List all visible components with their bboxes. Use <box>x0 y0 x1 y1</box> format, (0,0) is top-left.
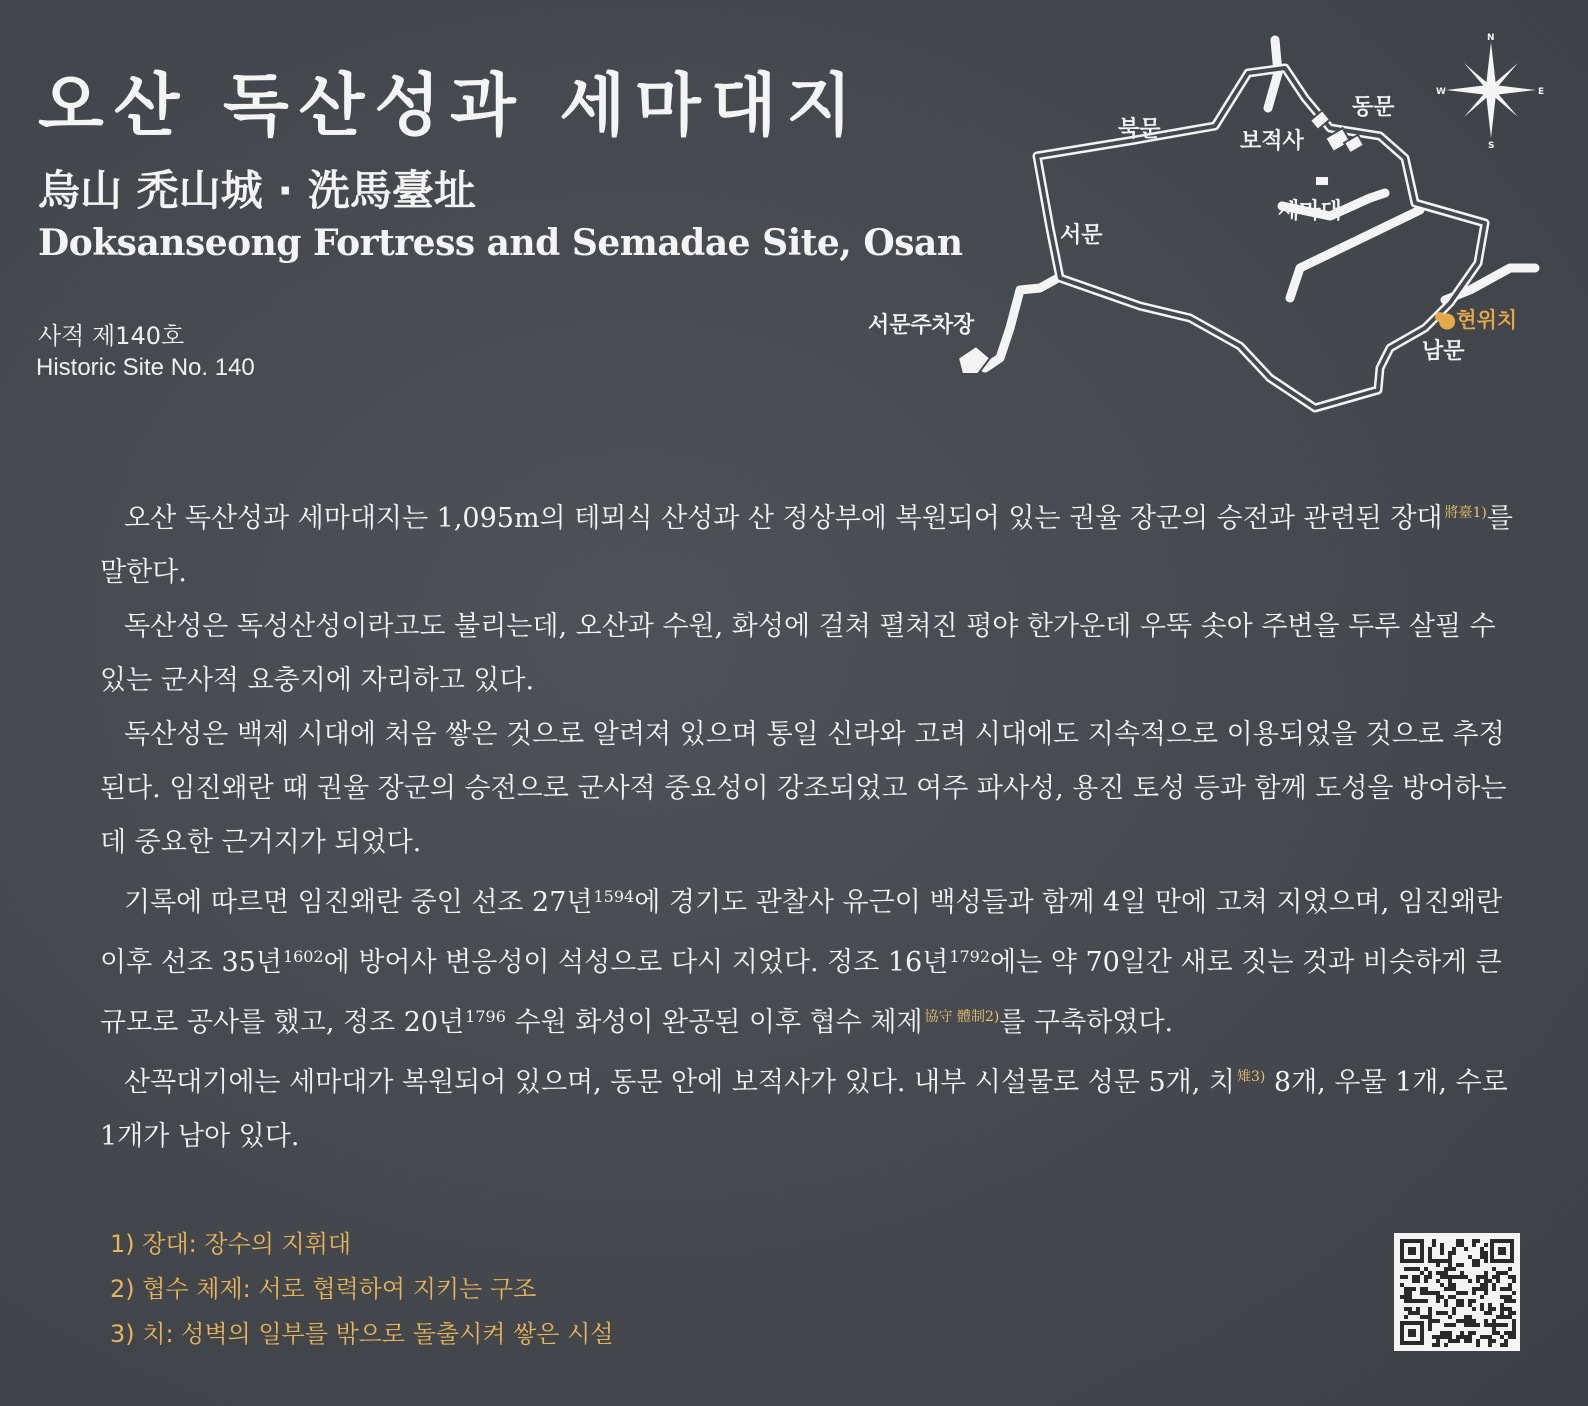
map-label-current-location: ●현위치 <box>1438 308 1518 332</box>
page-title-english: Doksanseong Fortress and Semadae Site, Osan <box>38 222 963 264</box>
paragraph-3: 독산성은 백제 시대에 처음 쌓은 것으로 알려져 있으며 통일 신라와 고려 시대에도 지속적으로 이용되었을 것으로 추정된다. 임진왜란 때 권율 장군의 승전으로 군사적 중요성이 강조되었고 여주 파사성, 용진 토성 등과 함께 도성을 방어하는데 중요한 근거지가 되었다. <box>100 719 1507 858</box>
page-title-hanja: 烏山 禿山城 · 洗馬臺址 <box>38 166 476 215</box>
footnote-ref-2: 協守 體制2) <box>924 1009 1000 1025</box>
year-1594: 1594 <box>593 887 635 906</box>
footnotes <box>110 1222 613 1357</box>
year-1602: 1602 <box>282 947 324 966</box>
designation-english: Historic Site No. 140 <box>36 354 255 381</box>
map-label-west-parking: 서문주차장 <box>868 313 975 338</box>
map-label-west-gate: 서문 <box>1060 223 1103 248</box>
paragraph-5: 산꼭대기에는 세마대가 복원되어 있으며, 동문 안에 보적사가 있다. 내부 시설물로 성문 5개, 치 $^{雉3)}$ 8개, 우물 1개, 수로 1개가 남아 있다. <box>100 1067 1508 1152</box>
footnote-1: 1) 장대: 장수의 지휘대 <box>110 1230 352 1258</box>
year-1792: 1792 <box>949 947 991 966</box>
compass-w: W <box>1436 87 1446 97</box>
designation-korean: 사적 제140호 <box>38 322 185 350</box>
footnote-2: 2) 협수 체제: 서로 협력하여 지키는 구조 <box>110 1275 537 1303</box>
page-title: 오산 독산성과 세마대지 <box>38 67 863 146</box>
map-label-north-gate: 북문 <box>1118 117 1161 142</box>
description-body <box>100 486 1520 1164</box>
map-label-south-gate: 남문 <box>1422 339 1465 364</box>
compass-s: S <box>1488 141 1495 150</box>
map-label-temple: 보적사 <box>1240 129 1304 154</box>
compass-n: N <box>1487 33 1495 43</box>
map-label-semadae: 세마대 <box>1278 199 1342 224</box>
qr-code-icon[interactable] <box>1394 1233 1520 1351</box>
compass-e: E <box>1538 87 1545 97</box>
paragraph-1: 오산 독산성과 세마대지는 1,095m의 테뫼식 산성과 산 정상부에 복원되어 있는 권율 장군의 승전과 관련된 장대 $^{將臺1)}$를 말한다. <box>100 503 1513 588</box>
paragraph-2: 독산성은 독성산성이라고도 불리는데, 오산과 수원, 화성에 걸쳐 펼쳐진 평야 한가운데 우뚝 솟아 주변을 두루 살필 수 있는 군사적 요충지에 자리하고 있다. <box>100 611 1496 696</box>
footnote-ref-3: 雉3) <box>1236 1069 1266 1085</box>
paragraph-4: 기록에 따르면 임진왜란 중인 선조 27년$^{1594}$에 경기도 관찰사 유근이 백성들과 함께 4일 만에 고쳐 지었으며, 임진왜란 이후 선조 35년$^{1602}$에 방어사 변응성이 석성으로 다시 지었다. 정조 16년$^{1792}$에는 약 70일간 새로 짓는 것과 비슷하게 큰 규모로 공사를 했고, 정조 20년$^{1796}$ 수원 화성이 완공된 이후 협수 체제 $^{協守 體制2)}$를 구축하였다. <box>100 887 1503 1038</box>
map-label-east-gate: 동문 <box>1352 95 1395 120</box>
year-1796: 1796 <box>465 1007 506 1026</box>
footnote-ref-1: 將臺1) <box>1444 505 1487 521</box>
footnote-3: 3) 치: 성벽의 일부를 밖으로 돌출시켜 쌓은 시설 <box>110 1320 614 1348</box>
compass-rose-icon <box>1436 30 1546 150</box>
